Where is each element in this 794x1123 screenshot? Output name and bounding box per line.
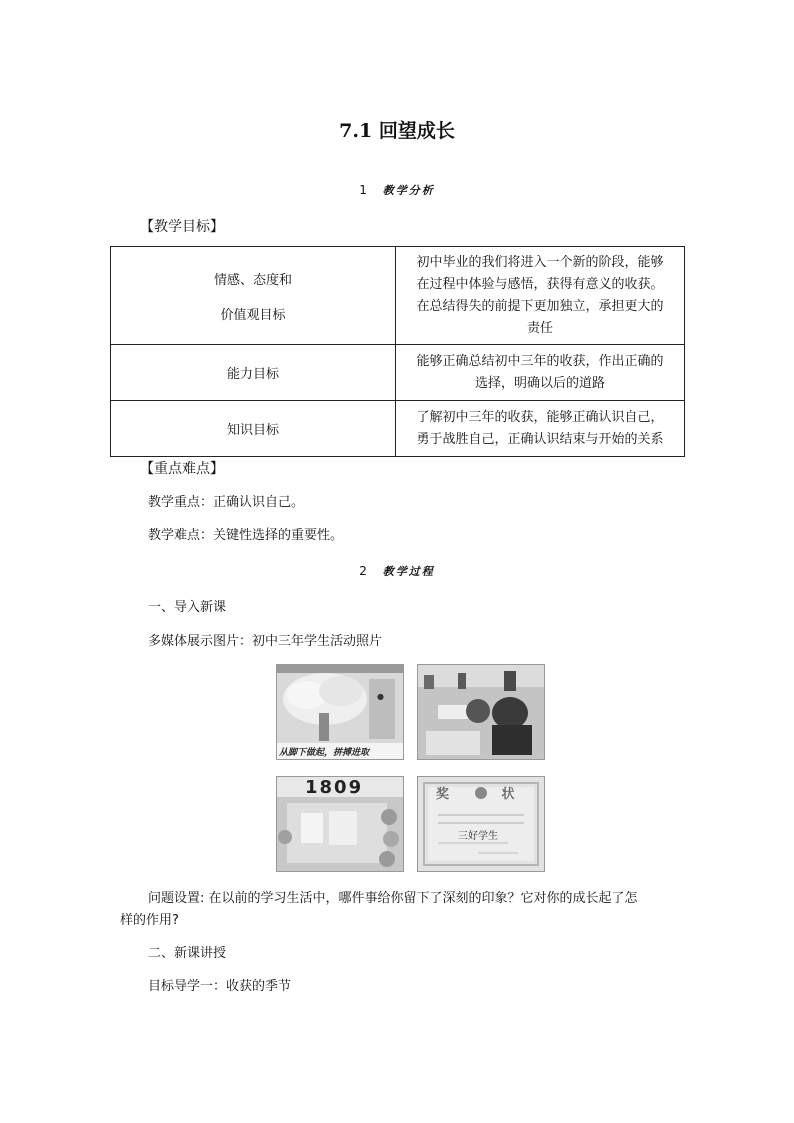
section-2-heading: [0, 563, 794, 579]
goal-content-cell: [396, 345, 685, 401]
section-2-label: 教学过程: [382, 565, 435, 578]
media-line: 多媒体展示图片：初中三年学生活动照片: [148, 634, 383, 649]
goal-content-cell: [396, 247, 685, 345]
goal-content-line: 勇于战胜自己，正确认识结束与开始的关系: [416, 431, 664, 447]
goal-label-line: 能力目标: [226, 367, 279, 382]
question-line-2: 样的作用?: [120, 913, 179, 928]
photo-certificate: [417, 776, 545, 872]
goal-content-line: 初中毕业的我们将进入一个新的阶段，能够: [416, 254, 664, 270]
page-title: 7.1 回望成长: [339, 120, 455, 142]
photo-classroom: [417, 664, 545, 760]
goal-label-cell: [111, 345, 396, 401]
question-line-1: 问题设置: 在以前的学习生活中，哪件事给你留下了深刻的印象？它对你的成长起了怎: [148, 891, 638, 906]
goals-heading: 【教学目标】: [140, 219, 224, 235]
photo-banner-text: 从脚下做起，拼搏进取: [279, 748, 370, 758]
photo-class-board: [276, 776, 404, 872]
goal-row-ability: [111, 345, 685, 401]
section-2-number: 2: [359, 564, 367, 578]
goal-label-line: 知识目标: [226, 423, 279, 438]
goal-content-cell: [396, 401, 685, 457]
photo-class-number: 1809: [305, 777, 364, 798]
key-point: 教学重点：正确认识自己。: [148, 495, 305, 510]
goal-label-line: 情感、态度和: [213, 272, 292, 288]
part-2-heading: 二、新课讲授: [148, 946, 227, 961]
goal-content-line: 选择，明确以后的道路: [474, 375, 605, 391]
goal-label-cell: [111, 401, 396, 457]
goal-label-cell: [111, 247, 396, 345]
section-1-number: 1: [359, 183, 367, 197]
photo-certificate-title: 奖 状: [436, 787, 539, 802]
goal-row-emotion: [111, 247, 685, 345]
part-1-heading: 一、导入新课: [148, 600, 227, 615]
section-1-label: 教学分析: [382, 184, 435, 197]
goal-content-line: 了解初中三年的收获，能够正确认识自己，: [416, 409, 664, 425]
goal-row-knowledge: [111, 401, 685, 457]
target-1: 目标导学一：收获的季节: [148, 979, 292, 994]
teaching-goals-table: [110, 246, 685, 457]
photo-classroom-image: [418, 665, 544, 759]
svg-text:●: ●: [377, 692, 384, 701]
difficult-point: 教学难点：关键性选择的重要性。: [148, 528, 344, 543]
goal-content-line: 在过程中体验与感悟，获得有意义的收获。: [416, 276, 664, 292]
goal-content-line: 责任: [526, 320, 553, 336]
goal-content-line: 能够正确总结初中三年的收获，作出正确的: [416, 353, 664, 369]
section-1-heading: [0, 182, 794, 198]
photo-certificate-honor: 三好学生: [458, 831, 498, 842]
goal-content-line: 在总结得失的前提下更加独立，承担更大的: [416, 298, 664, 314]
photo-activity-wall: [276, 664, 404, 760]
goal-label-line: 价值观目标: [220, 307, 286, 323]
key-heading: 【重点难点】: [140, 461, 224, 477]
